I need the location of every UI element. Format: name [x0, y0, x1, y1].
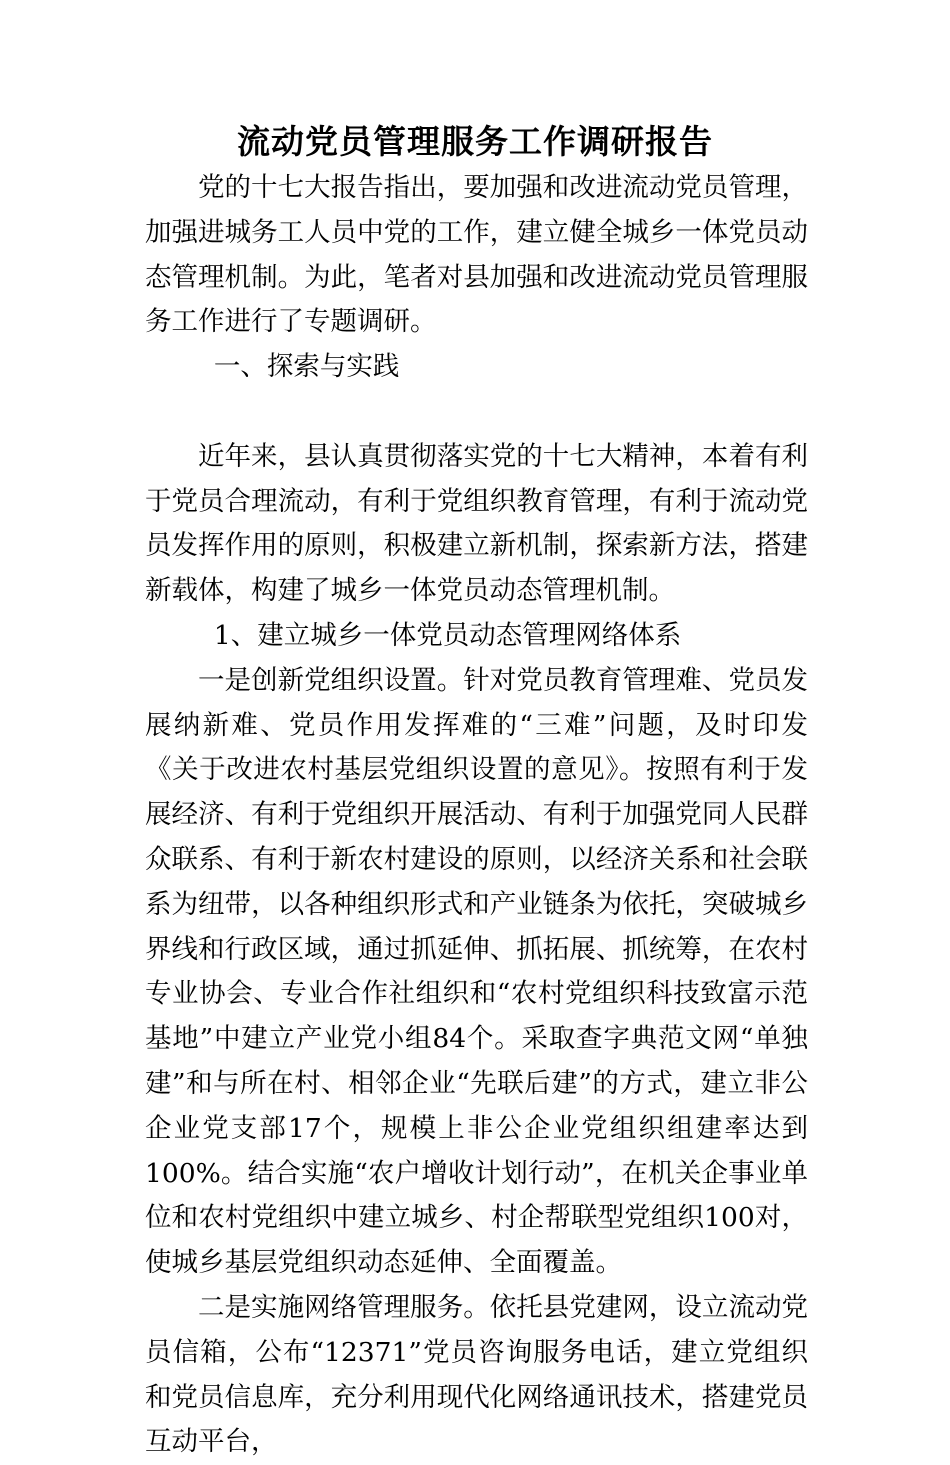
document-title: 流动党员管理服务工作调研报告	[237, 122, 713, 161]
blank-line	[145, 390, 808, 435]
intro-paragraph: 党的十七大报告指出，要加强和改进流动党员管理，加强进城务工人员中党的工作，建立健全城乡一体党员动态管理机制。为此，笔者对县加强和改进流动党员管理服务工作进行了专题调研。	[145, 172, 808, 338]
paragraph-network-management: 二是实施网络管理服务。依托县党建网，设立流动党员信箱，公布“12371”党员咨询服务电话，建立党组织和党员信息库，充分利用现代化网络通讯技术，搭建党员互动平台，	[145, 1291, 808, 1458]
section-heading-exploration: 一、探索与实践	[213, 351, 400, 383]
document-body	[145, 166, 808, 1465]
subsection-heading-network-system: 1、建立城乡一体党员动态管理网络体系	[213, 619, 682, 651]
paragraph-innovate-party-organization: 一是创新党组织设置。针对党员教育管理难、党员发展纳新难、党员作用发挥难的“三难”问题，及时印发《关于改进农村基层党组织设置的意见》。按照有利于发展经济、有利于党组织开展活动、有利于加强党同人民群众联系、有利于新农村建设的原则，以经济关系和社会联系为纽带，以各种组织形式和产业链条为依托，突破城乡界线和行政区域，通过抓延伸、抓拓展、抓统筹，在农村专业协会、专业合作社组织和“农村党组织科技致富示范基地”中建立产业党小组84个。采取查字典范文网“单独建”和与所在村、相邻企业“先联后建”的方式，建立非公企业党支部17个，规模上非公企业党组织组建率达到100%。结合实施“农户增收计划行动”，在机关企事业单位和农村党组织中建立城乡、村企帮联型党组织100对，使城乡基层党组织动态延伸、全面覆盖。	[145, 664, 808, 1279]
section-intro-paragraph: 近年来，县认真贯彻落实党的十七大精神，本着有利于党员合理流动，有利于党组织教育管理，有利于流动党员发挥作用的原则，积极建立新机制，探索新方法，搭建新载体，构建了城乡一体党员动态管理机制。	[145, 440, 808, 607]
